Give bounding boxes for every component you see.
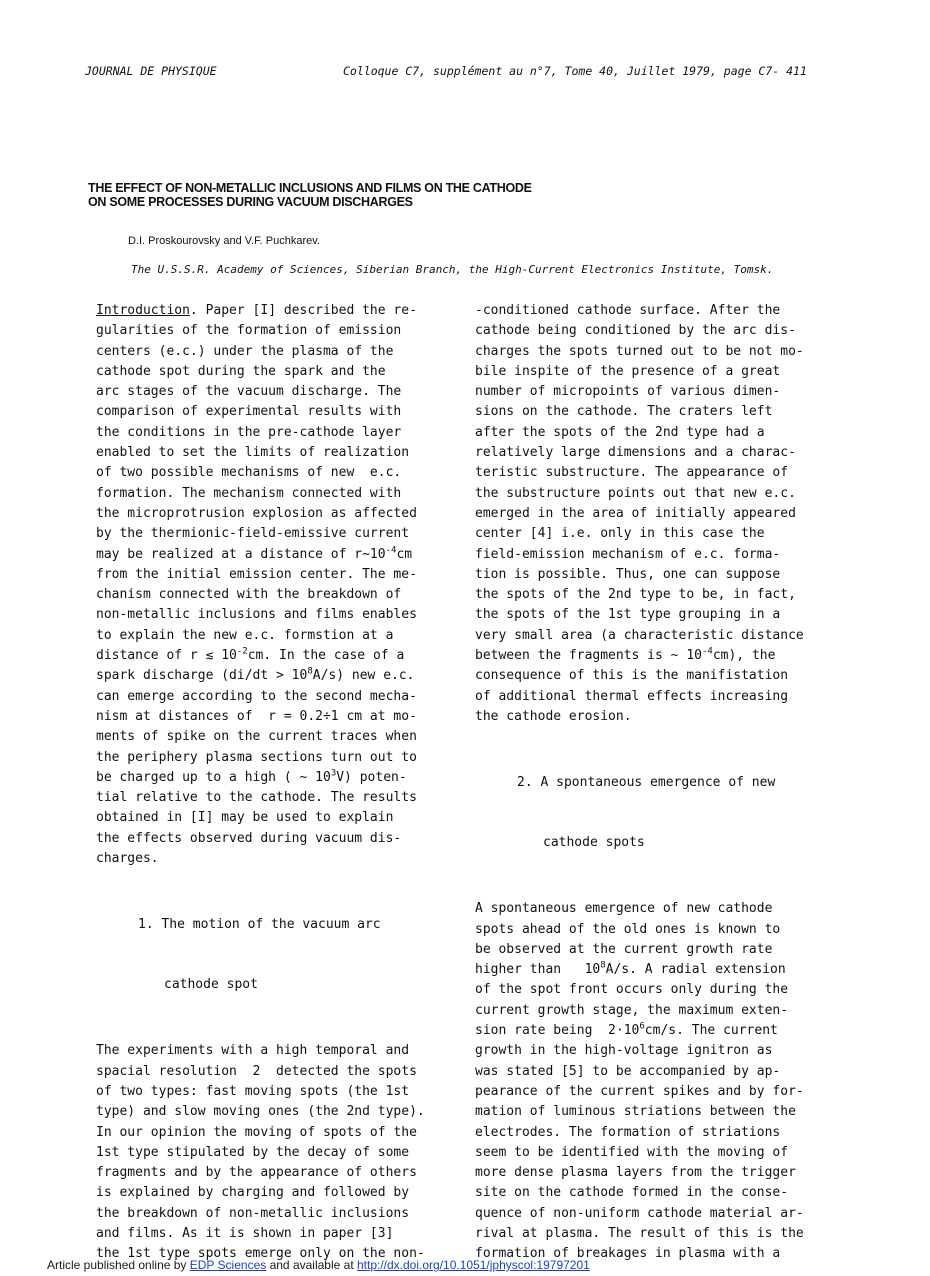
section-heading-line: 2. A spontaneous emergence of new	[517, 775, 776, 791]
text-line	[475, 960, 835, 980]
text-line: be observed at the current growth rate	[475, 941, 773, 957]
superscript: -2	[236, 646, 248, 657]
text-line: to explain the new e.c. formstion at a	[96, 627, 394, 643]
text-span: cm), the	[712, 648, 776, 664]
text-line: the 1st type spots emerge only on the non-	[96, 1246, 425, 1262]
text-span: higher than 10	[475, 962, 601, 978]
text-line: comparison of experimental results with	[96, 404, 402, 420]
text-line: bile inspite of the presence of a great	[475, 363, 781, 379]
text-line: A spontaneous emergence of new cathode	[475, 901, 773, 917]
text-line: tial relative to the cathode. The results	[96, 790, 417, 806]
text-line: ments of spike on the current traces when	[96, 729, 417, 745]
text-line: centers (e.c.) under the plasma of the	[96, 343, 394, 359]
text-line: emerged in the area of initially appeared	[475, 505, 796, 521]
article-authors: D.I. Proskourovsky and V.F. Puchkarev.	[128, 235, 320, 247]
text-line: and films. As it is shown in paper [3]	[96, 1225, 394, 1241]
text-line: after the spots of the 2nd type had a	[475, 424, 765, 440]
text-line: the conditions in the pre-cathode layer	[96, 424, 402, 440]
section-2-heading	[517, 733, 835, 893]
section-heading-line: 1. The motion of the vacuum arc	[138, 917, 381, 933]
text-span: cm/s. The current	[644, 1023, 778, 1039]
text-span: A/s) new e.c.	[312, 668, 415, 684]
text-line: gularities of the formation of emission	[96, 323, 402, 339]
text-span: may be realized at a distance of r~10	[96, 546, 386, 562]
text-line: the substructure points out that new e.c.	[475, 485, 796, 501]
text-span: sion rate being 2·10	[475, 1023, 640, 1039]
article-title	[88, 181, 532, 209]
text-line: the spots of the 1st type grouping in a	[475, 607, 781, 623]
text-line: chanism connected with the breakdown of	[96, 587, 402, 603]
superscript: 8	[307, 667, 313, 678]
text-line: tion is possible. Thus, one can suppose	[475, 566, 781, 582]
text-line: the periphery plasma sections turn out to	[96, 749, 417, 765]
text-line: -conditioned cathode surface. After the	[475, 303, 781, 318]
text-line: pearance of the current spikes and by for-	[475, 1083, 804, 1099]
superscript: 6	[639, 1021, 645, 1032]
text-line	[96, 545, 456, 565]
text-line: the effects observed during vacuum dis-	[96, 830, 402, 846]
text-line	[475, 646, 835, 666]
text-line: the breakdown of non-metallic inclusions	[96, 1205, 410, 1221]
text-span: A/s. A radial extension	[605, 962, 786, 978]
intro-heading: Introduction	[96, 303, 190, 318]
superscript: 3	[330, 768, 337, 779]
text-line: non-metallic inclusions and films enables	[96, 607, 417, 623]
text-line: teristic substructure. The appearance of	[475, 465, 789, 481]
text-line: The experiments with a high temporal and	[96, 1043, 410, 1059]
journal-name: JOURNAL DE PHYSIQUE	[85, 64, 217, 78]
text-line	[96, 666, 456, 686]
text-line: 1st type stipulated by the decay of some	[96, 1144, 410, 1160]
section-heading-line: cathode spots	[543, 835, 645, 851]
text-span: be charged up to a high ( ~ 10	[96, 769, 331, 785]
text-line: nism at distances of r = 0.2÷1 cm at mo-	[96, 708, 417, 724]
text-span: cm. In the case of a	[247, 648, 405, 664]
text-line: formation of breakages in plasma with a	[475, 1246, 781, 1262]
text-line: In our opinion the moving of spots of the	[96, 1124, 417, 1140]
text-line	[96, 646, 456, 666]
text-line: electrodes. The formation of striations	[475, 1124, 781, 1140]
doi-link[interactable]: http://dx.doi.org/10.1051/jphyscol:19797201	[356, 1258, 590, 1272]
text-line	[96, 768, 456, 788]
text-line: was stated [5] to be accompanied by ap-	[475, 1063, 781, 1079]
text-line: site on the cathode formed in the conse-	[475, 1185, 789, 1201]
journal-citation: Colloque C7, supplément au n°7, Tome 40, Juillet 1979, page C7- 411	[343, 64, 807, 78]
text-line: charges the spots turned out to be not mo-	[475, 343, 804, 359]
text-line: spacial resolution 2 detected the spots	[96, 1063, 417, 1079]
text-line: growth in the high-voltage ignitron as	[475, 1043, 773, 1059]
text-span: . Paper [I] described the re-	[189, 303, 417, 318]
left-column	[96, 301, 456, 1265]
text-line: by the thermionic-field-emissive current	[96, 526, 410, 542]
text-line: relatively large dimensions and a charac-	[475, 445, 796, 461]
text-line: fragments and by the appearance of others	[96, 1165, 417, 1181]
superscript: -4	[385, 545, 397, 556]
text-line: obtained in [I] may be used to explain	[96, 810, 394, 826]
text-line: enabled to set the limits of realization	[96, 445, 410, 461]
text-span: cm	[396, 546, 413, 562]
text-line: sions on the cathode. The craters left	[475, 404, 773, 420]
title-line-1: THE EFFECT OF NON-METALLIC INCLUSIONS AND FILMS ON THE CATHODE	[88, 181, 532, 195]
text-line: arc stages of the vacuum discharge. The	[96, 384, 402, 400]
text-line: current growth stage, the maximum exten-	[475, 1002, 789, 1018]
text-line: the spots of the 2nd type to be, in fact,	[475, 587, 796, 603]
footer-middle: and available at	[266, 1258, 357, 1272]
text-line: very small area (a characteristic distance	[475, 627, 804, 643]
text-line: of two possible mechanisms of new e.c.	[96, 465, 402, 481]
text-line: of two types: fast moving spots (the 1st	[96, 1083, 410, 1099]
text-line: rival at plasma. The result of this is the	[475, 1225, 804, 1241]
footer-prefix: Article published online by	[47, 1258, 190, 1272]
text-span: between the fragments is ~ 10	[475, 648, 702, 664]
text-span: V) poten-	[336, 769, 407, 785]
title-line-2: ON SOME PROCESSES DURING VACUUM DISCHARGES	[88, 195, 413, 209]
text-line: from the initial emission center. The me-	[96, 566, 417, 582]
superscript: -4	[701, 646, 713, 657]
publisher-link[interactable]: EDP Sciences	[189, 1258, 267, 1272]
text-line	[96, 301, 456, 321]
text-line: charges.	[96, 851, 159, 867]
right-column	[475, 301, 835, 1265]
text-line: type) and slow moving ones (the 2nd type).	[96, 1104, 425, 1120]
text-line: formation. The mechanism connected with	[96, 485, 402, 501]
text-span: distance of r ≲ 10	[96, 648, 237, 664]
text-line: cathode spot during the spark and the	[96, 363, 386, 379]
text-line: field-emission mechanism of e.c. forma-	[475, 546, 781, 562]
text-line: mation of luminous striations between the	[475, 1104, 796, 1120]
text-line: of the spot front occurs only during the	[475, 982, 789, 998]
text-span: spark discharge (di/dt > 10	[96, 668, 308, 684]
text-line: the microprotrusion explosion as affected	[96, 505, 417, 521]
text-line: center [4] i.e. only in this case the	[475, 526, 765, 542]
superscript: 8	[600, 960, 606, 971]
text-line: seem to be identified with the moving of	[475, 1144, 789, 1160]
text-line: of additional thermal effects increasing	[475, 688, 789, 704]
text-line: consequence of this is the manifistation	[475, 668, 789, 684]
text-line: can emerge according to the second mecha-	[96, 688, 417, 704]
text-line: more dense plasma layers from the trigger	[475, 1165, 796, 1181]
article-affiliation: The U.S.S.R. Academy of Sciences, Siberian Branch, the High-Current Electronics Institute, Tomsk.	[131, 263, 774, 276]
text-line: cathode being conditioned by the arc dis-	[475, 323, 796, 339]
text-line: is explained by charging and followed by	[96, 1185, 410, 1201]
section-heading-line: cathode spot	[164, 977, 258, 993]
section-1-heading	[138, 875, 456, 1035]
publication-footer	[47, 1258, 590, 1272]
text-line: quence of non-uniform cathode material ar-	[475, 1205, 804, 1221]
text-line: number of micropoints of various dimen-	[475, 384, 781, 400]
text-line	[475, 1021, 835, 1041]
text-line: the cathode erosion.	[475, 708, 632, 724]
text-line: spots ahead of the old ones is known to	[475, 921, 781, 937]
